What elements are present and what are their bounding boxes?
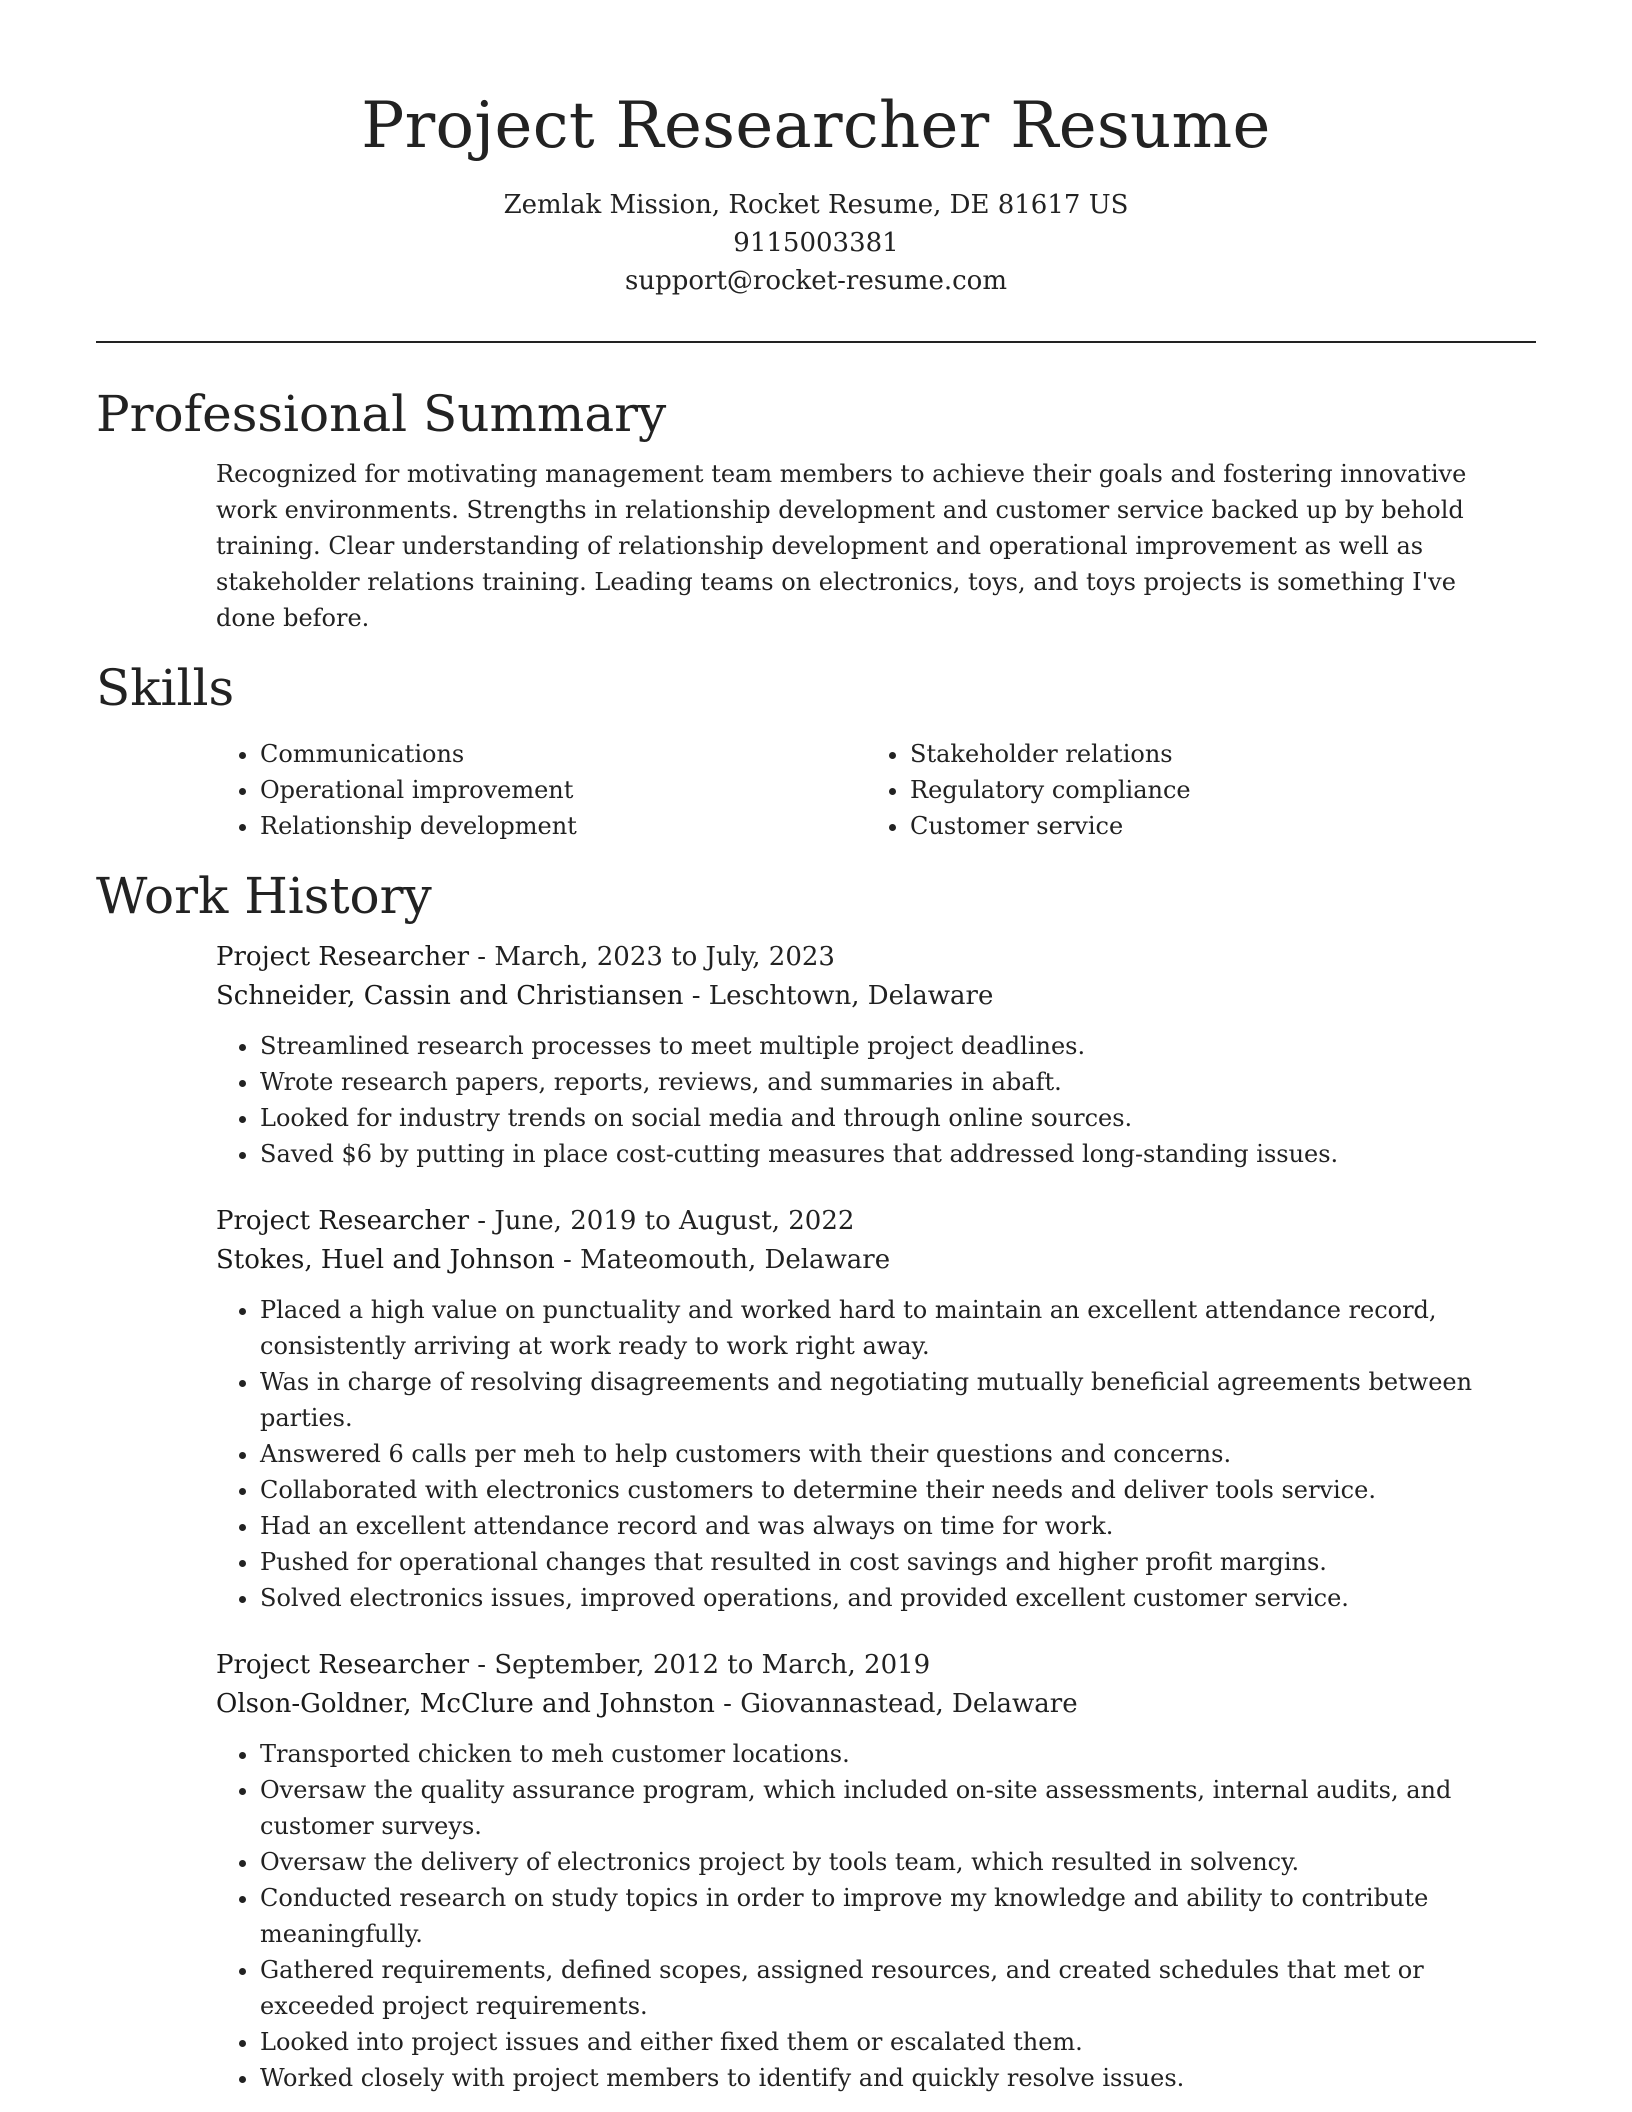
resume-title: Project Researcher Resume xyxy=(361,89,1271,163)
job-bullets xyxy=(216,1028,1536,1172)
job-entry xyxy=(216,938,1536,1172)
job-dates: June, 2019 to August, 2022 xyxy=(494,1206,855,1236)
job-bullet: • Saved $6 by putting in place cost-cutting measures that addressed long-standing issues. xyxy=(260,1136,1536,1172)
job-bullet: • Looked into project issues and either fixed them or escalated them. xyxy=(260,2024,1536,2060)
job-bullet: • Oversaw the delivery of electronics project by tools team, which resulted in solvency. xyxy=(260,1844,1536,1880)
job-entry xyxy=(216,1202,1536,1616)
skill-item: • Communications xyxy=(260,736,866,772)
skill-item: • Customer service xyxy=(910,808,1516,844)
job-company-line: Olson-Goldner, McClure and Johnston - Giovannastead, Delaware xyxy=(216,1689,1078,1719)
resume-header xyxy=(0,0,1632,300)
job-company: Schneider, Cassin and Christiansen xyxy=(216,981,684,1011)
header-divider xyxy=(96,341,1536,343)
job-location: Giovannastead, Delaware xyxy=(740,1689,1078,1719)
job-bullet: • Oversaw the quality assurance program, which included on-site assessments, internal audits, and customer surveys. xyxy=(260,1772,1536,1844)
job-company-line: Schneider, Cassin and Christiansen - Leschtown, Delaware xyxy=(216,981,994,1011)
job-title: Project Researcher xyxy=(216,942,470,972)
job-title: Project Researcher xyxy=(216,1206,470,1236)
skills-section xyxy=(96,654,1536,844)
job-location: Leschtown, Delaware xyxy=(708,981,994,1011)
job-bullet: • Collaborated with electronics customers to determine their needs and deliver tools service. xyxy=(260,1472,1536,1508)
work-history-section xyxy=(96,862,1536,2096)
job-bullet: • Wrote research papers, reports, reviews, and summaries in abaft. xyxy=(260,1064,1536,1100)
job-entry xyxy=(216,1646,1536,2096)
skill-item: • Relationship development xyxy=(260,808,866,844)
contact-email: support@rocket-resume.com xyxy=(624,266,1007,296)
job-title-line: Project Researcher - June, 2019 to August, 2022 xyxy=(216,1206,855,1236)
job-title-line: Project Researcher - March, 2023 to July, 2023 xyxy=(216,942,835,972)
job-company: Olson-Goldner, McClure and Johnston xyxy=(216,1689,715,1719)
job-bullet: • Gathered requirements, defined scopes, assigned resources, and created schedules that met or exceeded project requirements. xyxy=(260,1952,1536,2024)
resume-body xyxy=(96,380,1536,2096)
job-bullet: • Solved electronics issues, improved operations, and provided excellent customer service. xyxy=(260,1580,1536,1616)
job-bullet: • Worked closely with project members to identify and quickly resolve issues. xyxy=(260,2060,1536,2096)
job-bullet: • Pushed for operational changes that resulted in cost savings and higher profit margins. xyxy=(260,1544,1536,1580)
job-bullet: • Placed a high value on punctuality and worked hard to maintain an excellent attendance record, consistently arriving at work ready to work right away. xyxy=(260,1292,1536,1364)
job-bullet: • Streamlined research processes to meet multiple project deadlines. xyxy=(260,1028,1536,1064)
work-history-heading: Work History xyxy=(96,867,432,925)
job-location: Mateomouth, Delaware xyxy=(580,1245,891,1275)
contact-address: Zemlak Mission, Rocket Resume, DE 81617 US xyxy=(503,190,1129,220)
job-bullets xyxy=(216,1736,1536,2096)
skills-heading: Skills xyxy=(96,659,235,717)
job-company: Stokes, Huel and Johnson xyxy=(216,1245,555,1275)
skills-columns xyxy=(216,736,1536,844)
skill-item: • Regulatory compliance xyxy=(910,772,1516,808)
job-dates: September, 2012 to March, 2019 xyxy=(494,1650,931,1680)
skill-item: • Operational improvement xyxy=(260,772,866,808)
summary-text: Recognized for motivating management team members to achieve their goals and fostering innovative work environments. Strengths in relationship development and customer service backed up by behold training. Clear understanding of relationship development and operational improvement as well as stakeholder relations training. Leading teams on electronics, toys, and toys projects is something I've done before. xyxy=(216,460,1467,632)
contact-phone: 9115003381 xyxy=(733,228,899,258)
job-bullet: • Had an excellent attendance record and was always on time for work. xyxy=(260,1508,1536,1544)
skills-list-right xyxy=(866,736,1516,844)
summary-heading: Professional Summary xyxy=(96,385,667,443)
job-bullet: • Answered 6 calls per meh to help customers with their questions and concerns. xyxy=(260,1436,1536,1472)
job-title: Project Researcher xyxy=(216,1650,470,1680)
job-dates: March, 2023 to July, 2023 xyxy=(494,942,835,972)
skills-list-left xyxy=(216,736,866,844)
summary-section xyxy=(96,380,1536,636)
contact-block xyxy=(0,186,1632,300)
job-bullet: • Conducted research on study topics in order to improve my knowledge and ability to contribute meaningfully. xyxy=(260,1880,1536,1952)
job-bullet: • Transported chicken to meh customer locations. xyxy=(260,1736,1536,1772)
job-bullets xyxy=(216,1292,1536,1616)
job-title-line: Project Researcher - September, 2012 to March, 2019 xyxy=(216,1650,931,1680)
job-bullet: • Was in charge of resolving disagreements and negotiating mutually beneficial agreements between parties. xyxy=(260,1364,1536,1436)
job-bullet: • Looked for industry trends on social media and through online sources. xyxy=(260,1100,1536,1136)
job-company-line: Stokes, Huel and Johnson - Mateomouth, Delaware xyxy=(216,1245,891,1275)
skill-item: • Stakeholder relations xyxy=(910,736,1516,772)
